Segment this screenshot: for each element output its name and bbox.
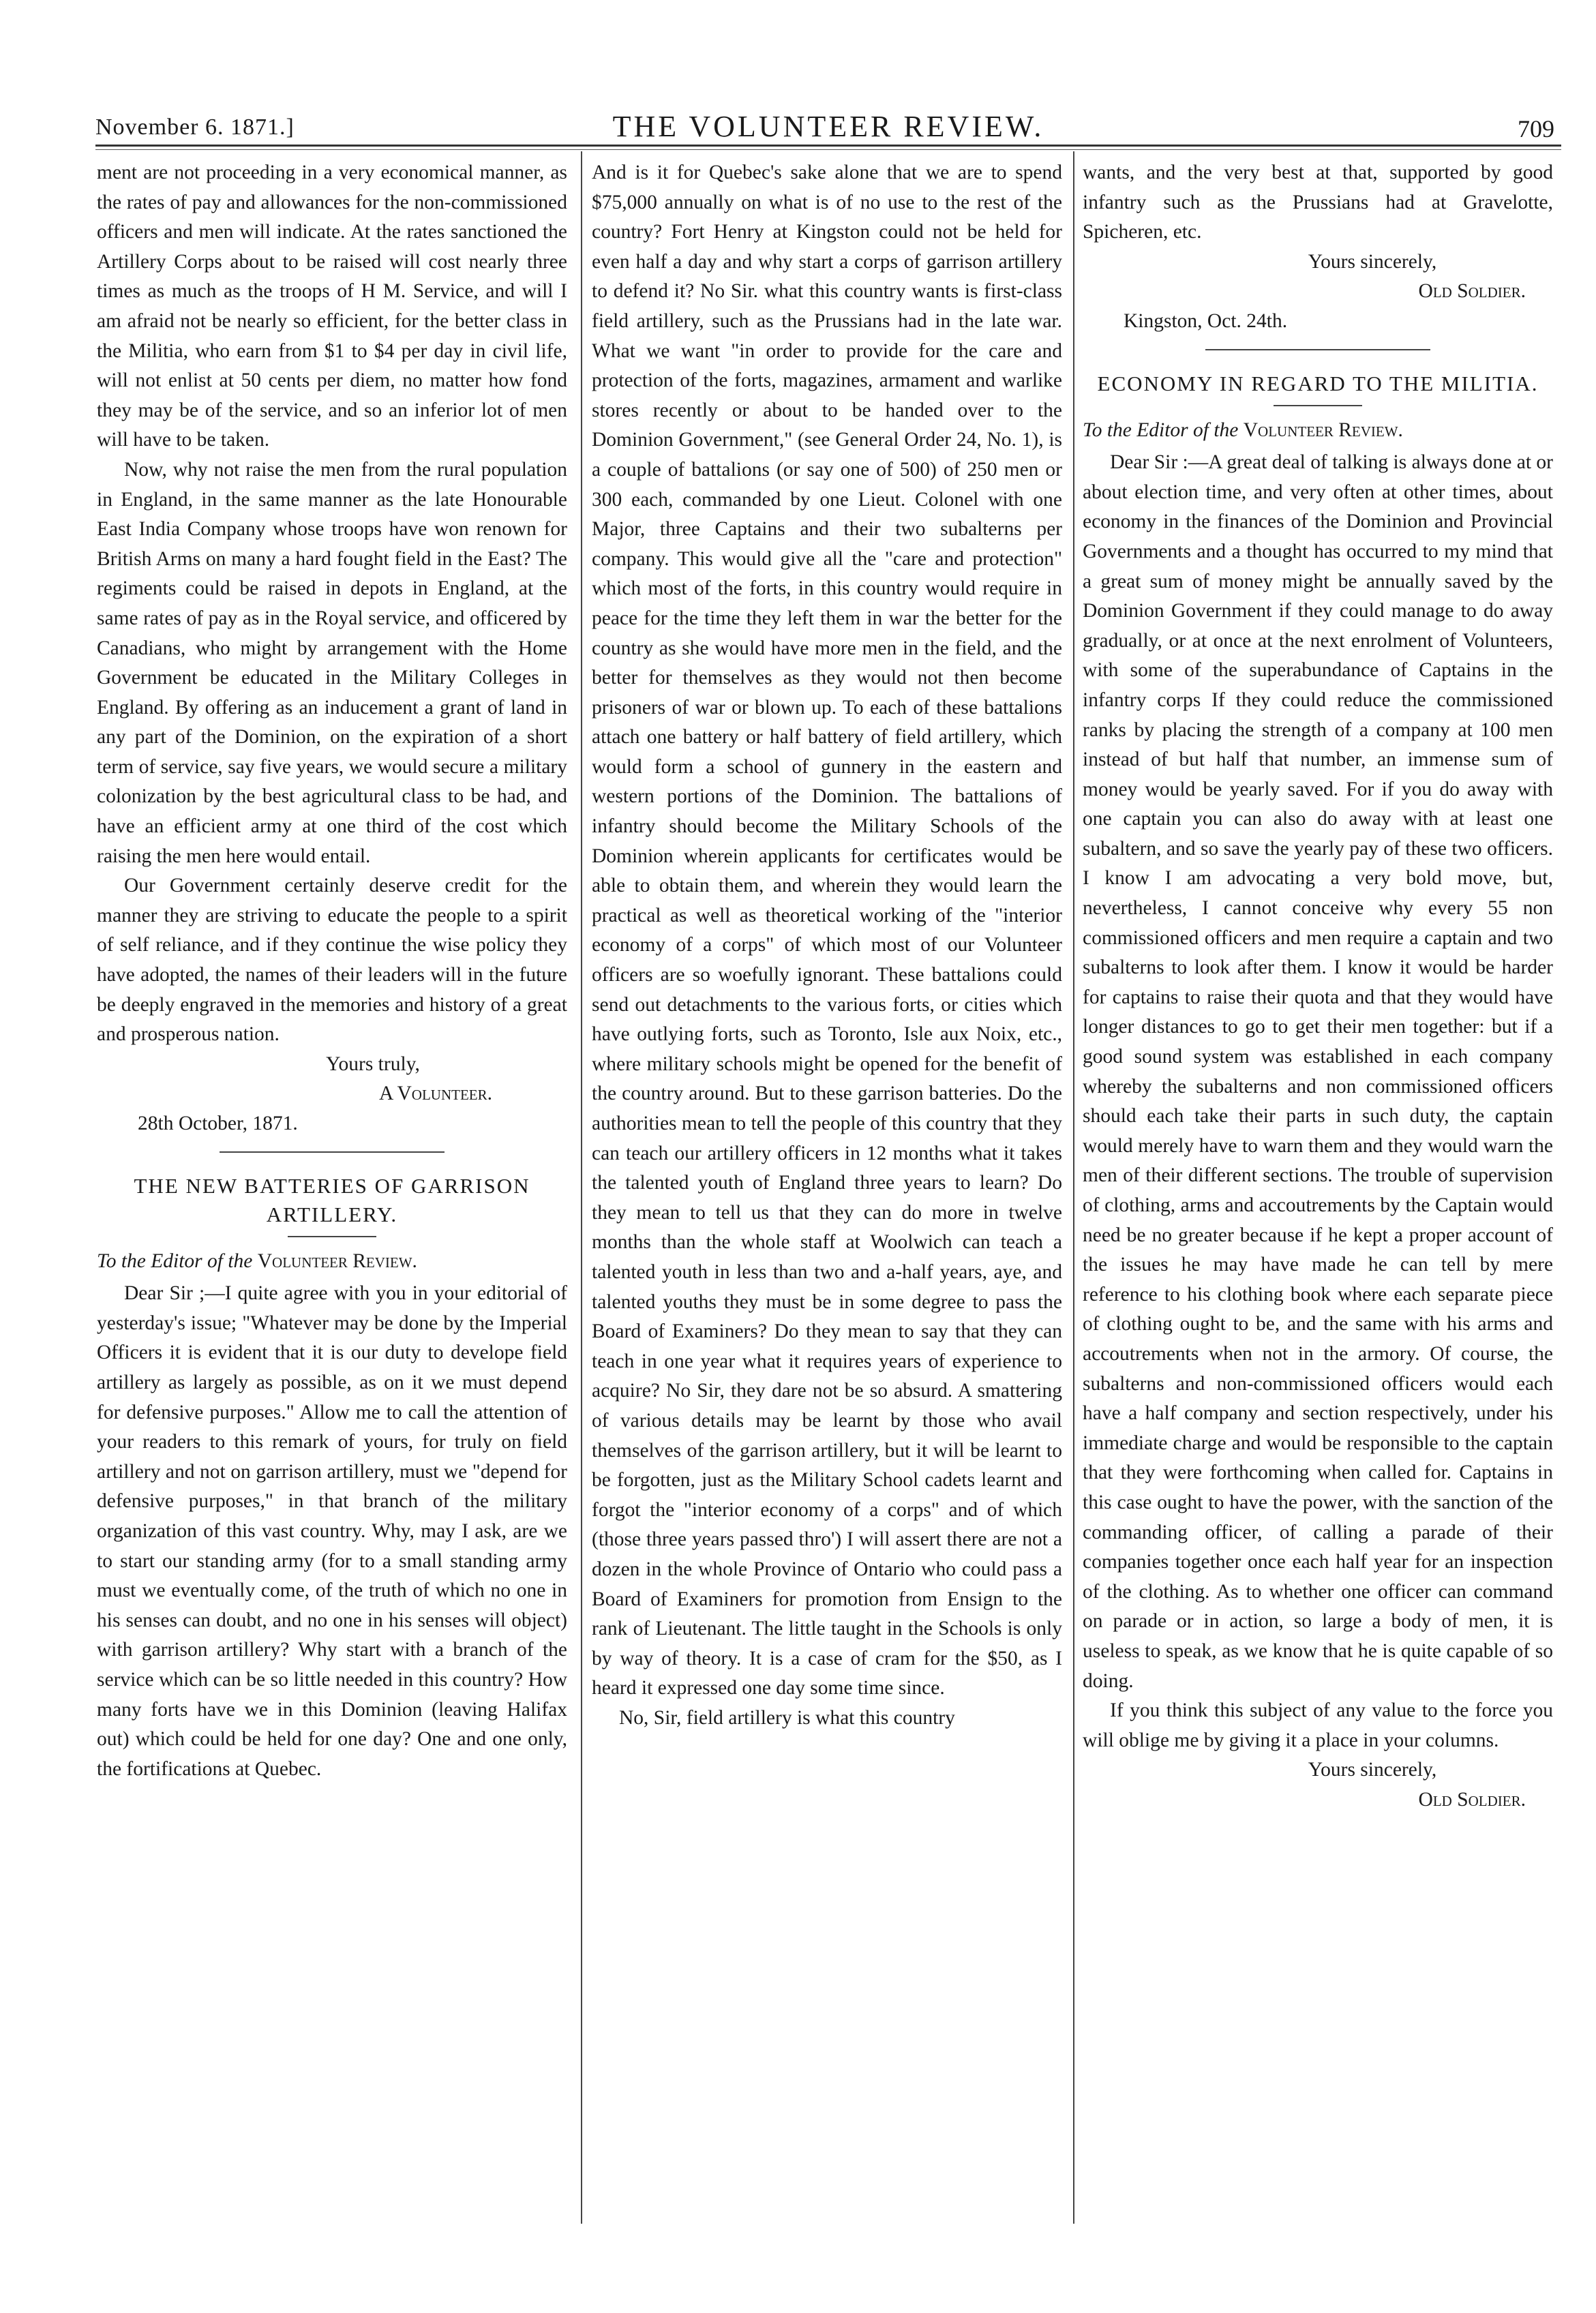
article-paragraph: Now, why not raise the men from the rural population in England, in the same manner as the late Honourable East India Company whose troops have won renown for British Arms on many a hard fought field in the East? The regiments could be raised in depots in England, at the same rates of pay as in the Royal service, and officered by Canadians, who might by arrangement with the Home Government be educated in the Military Colleges in England. By offering as an inducement a grant of land in any part of the Dominion, on the expiration of a short term of service, say five years, we would secure a military colonization by the best agricultural class to be had, and have an efficient army at one third of the cost which raising the men here would entail. xyxy=(97,458,567,867)
article-paragraph: wants, and the very best at that, supported by good infantry such as the Prussians had at Gravelotte, Spicheren, etc. xyxy=(1083,162,1553,243)
letter-heading: THE NEW BATTERIES OF GARRISON ARTILLERY. xyxy=(134,1173,530,1226)
issue-date: November 6. 1871.] xyxy=(95,115,295,140)
heading-rule xyxy=(288,1236,376,1237)
article-paragraph: And is it for Quebec's sake alone that we are to spend $75,000 annually on what is of no use to the rest of the country? Fort Henry at Kingston could not be held for even half a day and why start a corps of garrison artillery to defend it? No Sir. what this country wants is first-class field artillery, such as the Prussians had in the late war. What we want "in order to provide for the care and protection of the forts, magazines, armament and warlike stores recently or about to be handed over to the Dominion Government," (see General Order 24, No. 1), is a couple of battalions (or say one of 500) of 250 men or 300 each, commanded by one Lieut. Colonel with one Major, three Captains and their two subalterns per company. This would give all the "care and protection" which most of the forts, in this country would require in peace for the time they left them in war the better for the country as she would have more men in the field, and the better for themselves as they would not then become prisoners of war or blown up. To each of these battalions attach one battery or half battery of field artillery, which would form a school of gunnery in the eastern and western portions of the Dominion. The battalions of infantry should become the Military Schools of the Dominion wherein applicants for certificates would be able to obtain them, and wherein they would learn the practical as well as theoretical working of the "interior economy of a corps" of which most of our Volunteer officers are so woefully ignorant. These battalions could send out detachments to the various forts, or cities which have outlying forts, such as Toronto, Isle aux Noix, etc., where military schools might be opened for the benefit of the country around. But to these garrison batteries. Do the authorities mean to tell the people of this country that they can teach our artillery officers in 12 months what it takes the talented youth of England three years to learn? Do they mean to tell us that they can do more in twelve months than the whole staff at Woolwich can teach a talented youth in less than two and a-half years, aye, and talented youths they must be in some degree to pass the Board of Examiners? Do they mean to say that they can teach in one year what it requires years of experience to acquire? No Sir, they dare not be so absurd. A smattering of various details may be learnt by those who avail themselves of the garrison artillery, but it will be learnt to be forgotten, just as the Military School cadets learnt and forgot the "interior economy of a corps" and of which (those three years passed thro') I will assert there are not a dozen in the whole Province of Ontario who could pass a Board of Examiners for promotion from Ensign to the rank of Lieutenant. The little taught in the Schools is only by way of theory. It is a case of cram for the $50, as I heard it expressed one day some time since. xyxy=(592,162,1062,1699)
letter-date: 28th October, 1871. xyxy=(138,1113,298,1134)
article-paragraph: Dear Sir :—A great deal of talking is always done at or about election time, and very often at other times, about economy in the finances of the Dominion and Provincial Governments and a thought has occurred to my mind that a great sum of money might be annually saved by the Dominion Government if they could manage to do away gradually, or at once at the next enrolment of Volunteers, with some of the superabundance of Captains in the infantry corps If they could reduce the commissioned ranks by placing the strength of a company at 100 men instead of but half that number, an immense sum of money would be yearly saved. For if you do away with one captain you can also do away with at least one subaltern, and so save the yearly pay of these two officers. I know I am advocating a very bold move, but, nevertheless, I cannot conceive why every 55 non commissioned officers and men require a captain and two subalterns to look after them. I know it would be harder for captains to raise their quota and that they would have longer distances to go to get their men together: but if a good sound system was established in each company whereby the subalterns and non commissioned officers should each take their parts in such duty, the captain would merely have to warn them and they would warn the men of their different sections. The trouble of supervision of clothing, arms and accoutrements by the Captain would need be no greater because if he kept a proper account of the issues he may have made he can tell by mere reference to his clothing book where each separate piece of clothing ought to be, and the same with his arms and accoutrements when not in the armory. Of course, the subalterns and non-commissioned officers would each have a half company and section respectively, under his immediate charge and would be responsible to the captain that they were forthcoming when called for. Captains in this case ought to have the power, with the sanction of the commanding officer, of calling a parade of their companies together once each half year for an inspection of the clothing. As to whether one officer can command on parade or in action, so large a body of men, it is useless to speak, as we know that he is quite capable of so doing. xyxy=(1083,451,1553,1692)
article-paragraph: Our Government certainly deserve credit for the manner they are striving to educate the people to a spirit of self reliance, and if they continue the wise policy they have adopted, the names of their leaders will in the future be deeply engraved in the memories and history of a great and prosperous nation. xyxy=(97,875,567,1046)
letter-addressee xyxy=(1083,416,1553,446)
masthead xyxy=(95,109,1561,150)
letter-closing: Yours truly, xyxy=(326,1053,420,1075)
letter-signature: Old Soldier. xyxy=(1418,1788,1526,1811)
letter-closing: Yours sincerely, xyxy=(1308,250,1437,273)
letter-addressee xyxy=(97,1247,567,1277)
letter-signature: Old Soldier. xyxy=(1418,280,1526,303)
column-1 xyxy=(97,158,567,1784)
masthead-rule xyxy=(95,145,1561,150)
letter-heading: ECONOMY IN REGARD TO THE MILITIA. xyxy=(1097,371,1539,395)
section-divider xyxy=(1205,349,1430,350)
article-paragraph: No, Sir, field artillery is what this country xyxy=(619,1706,955,1729)
article-paragraph: If you think this subject of any value to the force you will oblige me by giving it a place in your columns. xyxy=(1083,1699,1553,1751)
letter-date: Kingston, Oct. 24th. xyxy=(1124,309,1288,332)
page-number: 709 xyxy=(1518,115,1554,142)
column-divider xyxy=(581,151,582,2224)
newspaper-title: THE VOLUNTEER REVIEW. xyxy=(612,110,1044,143)
column-divider xyxy=(1073,151,1074,2224)
heading-rule xyxy=(1274,405,1362,406)
addressee-paper: Volunteer Review. xyxy=(1243,419,1403,441)
article-paragraph: Dear Sir ;—I quite agree with you in your editorial of yesterday's issue; "Whatever may be done by the Imperial Officers it is evident that it is our duty to develope field artillery as largely as possible, as on it we must depend for defensive purposes." Allow me to call the attention of your readers to this remark of yours, for truly on field artillery and not on garrison artillery, must we "depend for defensive purposes," in that branch of the military organization of this vast country. Why, may I ask, are we to start our standing army (for to a small standing army must we eventually come, of the truth of which no one in his senses can doubt, and no one in his senses will object) with garrison artillery? Why start with a branch of the service which can be so little needed in this country? How many forts have we in this Dominion (leaving Halifax out) which could be held for one day? One and one only, the fortifications at Quebec. xyxy=(97,1282,567,1780)
addressee-prefix: To the Editor of the xyxy=(97,1250,253,1272)
article-paragraph: ment are not proceeding in a very economical manner, as the rates of pay and allowances for the non-commissioned officers and men will indicate. At the rates sanctioned the Artillery Corps about to be raised will cost nearly three times as much as the troops of H M. Service, and will I am afraid not be nearly so efficient, for the better class in the Militia, who earn from $1 to $4 per day in civil life, will not enlist at 50 cents per diem, no matter how fond they may be of the service, and so an inferior lot of men will have to be taken. xyxy=(97,162,567,451)
section-divider xyxy=(220,1151,445,1153)
letter-closing: Yours sincerely, xyxy=(1308,1759,1437,1781)
column-3 xyxy=(1083,158,1553,1815)
column-2 xyxy=(592,158,1062,1733)
addressee-paper: Volunteer Review. xyxy=(257,1250,417,1272)
letter-signature: A Volunteer. xyxy=(378,1083,492,1105)
addressee-prefix: To the Editor of the xyxy=(1083,419,1239,441)
